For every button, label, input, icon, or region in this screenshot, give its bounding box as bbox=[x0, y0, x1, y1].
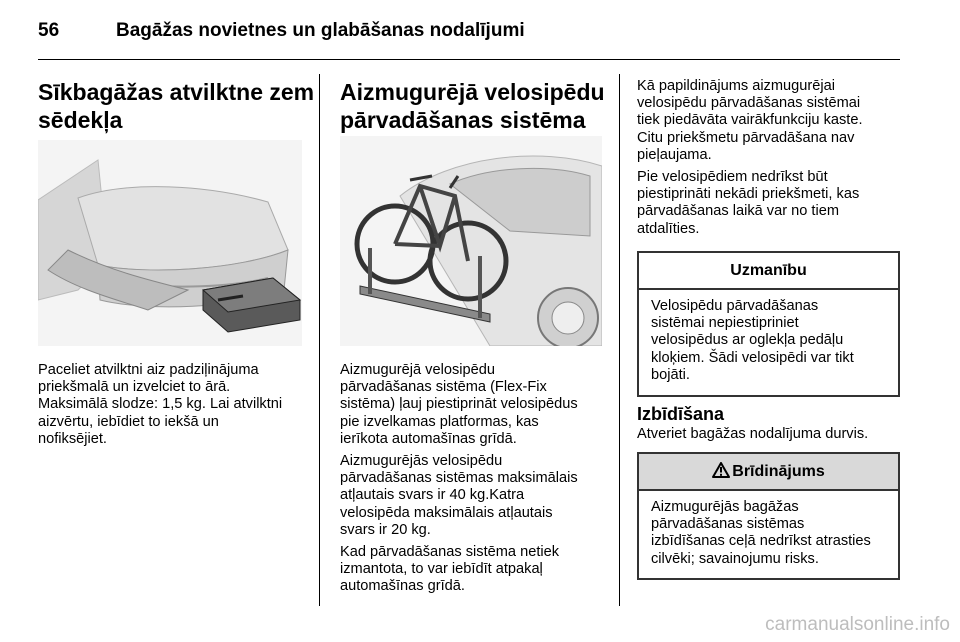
text-line: Kad pārvadāšanas sistēma netiek bbox=[340, 544, 560, 561]
multifunction-box-text bbox=[637, 78, 863, 243]
text-line: Aizmugurējās bagāžas bbox=[651, 499, 799, 515]
column-divider-right bbox=[619, 74, 620, 606]
paragraph bbox=[637, 78, 863, 164]
text-line: velosipēdus ar oglekļa pedāļu bbox=[651, 332, 844, 349]
column-divider-left bbox=[319, 74, 320, 606]
text-line: pie izvelkamas platformas, kas bbox=[340, 413, 539, 430]
text-line: kloķiem. Šādi velosipēdi var tikt bbox=[651, 349, 854, 366]
text-line: Velosipēdu pārvadāšanas bbox=[651, 298, 819, 314]
text-line: velosipēda maksimālais atļautais bbox=[340, 504, 553, 521]
heading-line: Aizmugurējā velosipēdu bbox=[340, 79, 605, 105]
text-line: ierīkota automašīnas grīdā. bbox=[340, 430, 517, 447]
warning-title: Brīdinājums bbox=[732, 463, 825, 480]
extension-instruction: Atveriet bagāžas nodalījuma durvis. bbox=[637, 426, 869, 442]
paragraph bbox=[340, 362, 578, 448]
text-line: tiek piedāvāta vairākfunkciju kaste. bbox=[637, 112, 863, 129]
text-line: nofiksējiet. bbox=[38, 430, 107, 447]
heading-line: pārvadāšanas sistēma bbox=[340, 107, 586, 133]
section-heading-underseat-drawer bbox=[38, 78, 314, 134]
warning-box bbox=[637, 452, 900, 580]
text-line: Citu priekšmetu pārvadāšana nav bbox=[637, 129, 855, 146]
text-line: velosipēdu pārvadāšanas sistēmai bbox=[637, 95, 861, 112]
text-line: Pie velosipēdiem nedrīkst būt bbox=[637, 169, 828, 186]
text-line: pārvadāšanas laikā var no tiem bbox=[637, 203, 839, 220]
warning-text bbox=[639, 491, 898, 568]
text-line: atdalīties. bbox=[637, 220, 700, 237]
warning-header bbox=[639, 454, 898, 491]
text-line: sistēmai nepiestipriniet bbox=[651, 315, 799, 332]
text-line: aizvērtu, iebīdiet to iekšā un bbox=[38, 413, 219, 430]
heading-line: sēdekļa bbox=[38, 107, 123, 133]
seat-drawer-illustration bbox=[38, 140, 302, 346]
paragraph bbox=[637, 169, 863, 238]
text-line: pārvadāšanas sistēmas maksimālais bbox=[340, 470, 578, 487]
warning-triangle-icon bbox=[712, 462, 730, 478]
text-line: Kā papildinājums aizmugurējai bbox=[637, 78, 835, 94]
caution-title: Uzmanību bbox=[639, 253, 898, 290]
page-number: 56 bbox=[38, 20, 60, 41]
section-heading-bike-carrier bbox=[340, 78, 605, 134]
bike-carrier-description bbox=[340, 362, 578, 601]
text-line: bojāti. bbox=[651, 366, 690, 383]
text-line: atļautais svars ir 40 kg.Katra bbox=[340, 487, 525, 504]
heading-line: Sīkbagāžas atvilktne zem bbox=[38, 79, 315, 105]
text-line: pārvadāšanas sistēmas bbox=[651, 516, 805, 533]
text-line: pieļaujama. bbox=[637, 146, 712, 163]
text-line: priekšmalā un izvelciet to ārā. bbox=[38, 379, 231, 396]
drawer-instructions bbox=[38, 362, 282, 448]
paragraph bbox=[340, 544, 578, 596]
header-divider bbox=[38, 59, 900, 60]
text-line: cilvēki; savainojumu risks. bbox=[651, 550, 819, 567]
caution-text bbox=[639, 290, 898, 384]
bike-carrier-illustration bbox=[340, 136, 602, 346]
subheading-extension: Izbīdīšana bbox=[637, 404, 725, 424]
text-line: piestiprināti nekādi priekšmeti, kas bbox=[637, 186, 860, 203]
text-line: svars ir 20 kg. bbox=[340, 521, 431, 538]
text-line: izbīdīšanas ceļā nedrīkst atrasties bbox=[651, 533, 871, 550]
bike-carrier-drawing bbox=[340, 136, 602, 346]
seat-drawer-drawing bbox=[38, 140, 302, 346]
text-line: Maksimālā slodze: 1,5 kg. Lai atvilktni bbox=[38, 396, 283, 413]
page-title: Bagāžas novietnes un glabāšanas nodalījumi bbox=[116, 20, 525, 41]
text-line: sistēma) ļauj piestiprināt velosipēdus bbox=[340, 396, 578, 413]
paragraph bbox=[340, 453, 578, 539]
text-line: izmantota, to var iebīdīt atpakaļ bbox=[340, 561, 543, 578]
text-line: Paceliet atvilktni aiz padziļinājuma bbox=[38, 362, 259, 378]
watermark: carmanualsonline.info bbox=[765, 614, 950, 635]
text-line: automašīnas grīdā. bbox=[340, 578, 465, 595]
text-line: Aizmugurējā velosipēdu bbox=[340, 362, 495, 378]
text-line: pārvadāšanas sistēma (Flex-Fix bbox=[340, 379, 547, 396]
text-line: Aizmugurējās velosipēdu bbox=[340, 453, 503, 470]
caution-box bbox=[637, 251, 900, 397]
